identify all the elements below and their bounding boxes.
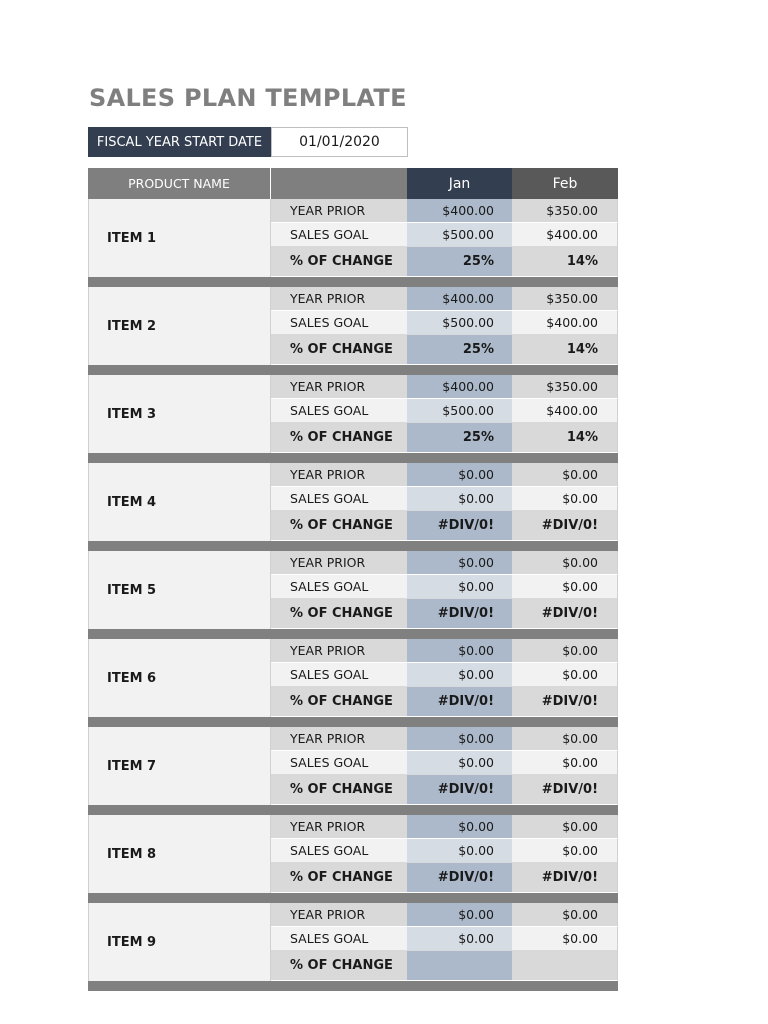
item-block: [88, 551, 618, 629]
sales-goal-label[interactable]: SALES GOAL: [271, 839, 407, 863]
sales-goal-label[interactable]: SALES GOAL: [271, 399, 407, 423]
sales-goal-row: [271, 223, 618, 247]
item-rows: [271, 815, 618, 893]
percent-change-label[interactable]: % OF CHANGE: [271, 423, 407, 453]
feb-sales-goal-cell[interactable]: $0.00: [512, 575, 618, 599]
feb-percent-change-cell[interactable]: [512, 951, 618, 981]
feb-percent-change-cell[interactable]: 14%: [512, 423, 618, 453]
feb-percent-change-cell[interactable]: #DIV/0!: [512, 775, 618, 805]
item-rows: [271, 639, 618, 717]
item-block: [88, 727, 618, 805]
item-separator: [88, 805, 618, 815]
percent-change-row: [271, 423, 618, 453]
percent-change-label[interactable]: % OF CHANGE: [271, 863, 407, 893]
item-separator: [88, 629, 618, 639]
year-prior-row: [271, 287, 618, 311]
item-separator: [88, 541, 618, 551]
feb-year-prior-cell[interactable]: $350.00: [512, 199, 618, 223]
item-rows: [271, 199, 618, 277]
year-prior-row: [271, 551, 618, 575]
year-prior-row: [271, 639, 618, 663]
percent-change-row: [271, 599, 618, 629]
sales-plan-table: [88, 168, 618, 973]
year-prior-row: [271, 375, 618, 399]
item-separator: [88, 981, 618, 991]
percent-change-label[interactable]: % OF CHANGE: [271, 599, 407, 629]
jan-sales-goal-cell[interactable]: $0.00: [407, 663, 512, 687]
jan-sales-goal-cell[interactable]: $0.00: [407, 575, 512, 599]
jan-sales-goal-cell[interactable]: $0.00: [407, 487, 512, 511]
percent-change-row: [271, 335, 618, 365]
item-separator: [88, 365, 618, 375]
year-prior-label[interactable]: YEAR PRIOR: [271, 287, 407, 311]
feb-percent-change-cell[interactable]: #DIV/0!: [512, 863, 618, 893]
product-name-cell[interactable]: ITEM 2: [88, 287, 271, 365]
percent-change-label[interactable]: % OF CHANGE: [271, 247, 407, 277]
feb-year-prior-cell[interactable]: $350.00: [512, 375, 618, 399]
sales-goal-row: [271, 575, 618, 599]
sales-goal-label[interactable]: SALES GOAL: [271, 751, 407, 775]
item-rows: [271, 727, 618, 805]
year-prior-row: [271, 903, 618, 927]
product-name-header[interactable]: PRODUCT NAME: [88, 168, 271, 199]
year-prior-label[interactable]: YEAR PRIOR: [271, 903, 407, 927]
product-name-cell[interactable]: ITEM 8: [88, 815, 271, 893]
item-separator: [88, 717, 618, 727]
item-block: [88, 463, 618, 541]
jan-sales-goal-cell[interactable]: $0.00: [407, 839, 512, 863]
sales-goal-label[interactable]: SALES GOAL: [271, 927, 407, 951]
jan-year-prior-cell[interactable]: $0.00: [407, 815, 512, 839]
jan-year-prior-cell[interactable]: $0.00: [407, 551, 512, 575]
jan-percent-change-cell[interactable]: #DIV/0!: [407, 863, 512, 893]
jan-year-prior-cell[interactable]: $0.00: [407, 639, 512, 663]
sales-goal-row: [271, 663, 618, 687]
item-blocks: [88, 199, 618, 991]
percent-change-row: [271, 863, 618, 893]
product-name-cell[interactable]: ITEM 3: [88, 375, 271, 453]
percent-change-row: [271, 775, 618, 805]
feb-year-prior-cell[interactable]: $0.00: [512, 551, 618, 575]
item-block: [88, 287, 618, 365]
year-prior-label[interactable]: YEAR PRIOR: [271, 727, 407, 751]
sales-goal-row: [271, 839, 618, 863]
product-name-cell[interactable]: ITEM 7: [88, 727, 271, 805]
year-prior-label[interactable]: YEAR PRIOR: [271, 199, 407, 223]
sales-goal-row: [271, 311, 618, 335]
page-title: SALES PLAN TEMPLATE: [89, 84, 407, 112]
item-rows: [271, 463, 618, 541]
sales-goal-row: [271, 399, 618, 423]
year-prior-label[interactable]: YEAR PRIOR: [271, 375, 407, 399]
feb-sales-goal-cell[interactable]: $400.00: [512, 223, 618, 247]
month-header-feb[interactable]: Feb: [512, 168, 618, 199]
item-rows: [271, 903, 618, 981]
feb-percent-change-cell[interactable]: #DIV/0!: [512, 599, 618, 629]
percent-change-row: [271, 511, 618, 541]
jan-year-prior-cell[interactable]: $0.00: [407, 903, 512, 927]
feb-sales-goal-cell[interactable]: $0.00: [512, 663, 618, 687]
year-prior-label[interactable]: YEAR PRIOR: [271, 463, 407, 487]
jan-percent-change-cell[interactable]: 25%: [407, 423, 512, 453]
year-prior-row: [271, 463, 618, 487]
fiscal-year-start-date-cell[interactable]: 01/01/2020: [271, 127, 408, 157]
item-block: [88, 375, 618, 453]
item-block: [88, 815, 618, 893]
jan-percent-change-cell[interactable]: #DIV/0!: [407, 599, 512, 629]
feb-percent-change-cell[interactable]: #DIV/0!: [512, 511, 618, 541]
year-prior-label[interactable]: YEAR PRIOR: [271, 815, 407, 839]
jan-percent-change-cell[interactable]: 25%: [407, 335, 512, 365]
feb-year-prior-cell[interactable]: $350.00: [512, 287, 618, 311]
percent-change-row: [271, 247, 618, 277]
sales-goal-label[interactable]: SALES GOAL: [271, 575, 407, 599]
percent-change-label[interactable]: % OF CHANGE: [271, 951, 407, 981]
feb-sales-goal-cell[interactable]: $0.00: [512, 839, 618, 863]
jan-percent-change-cell[interactable]: [407, 951, 512, 981]
year-prior-label[interactable]: YEAR PRIOR: [271, 639, 407, 663]
year-prior-row: [271, 815, 618, 839]
jan-percent-change-cell[interactable]: #DIV/0!: [407, 775, 512, 805]
fiscal-year-label: FISCAL YEAR START DATE: [88, 127, 271, 157]
feb-sales-goal-cell[interactable]: $0.00: [512, 927, 618, 951]
jan-percent-change-cell[interactable]: #DIV/0!: [407, 687, 512, 717]
jan-sales-goal-cell[interactable]: $0.00: [407, 751, 512, 775]
item-separator: [88, 893, 618, 903]
feb-sales-goal-cell[interactable]: $400.00: [512, 399, 618, 423]
feb-percent-change-cell[interactable]: 14%: [512, 335, 618, 365]
item-block: [88, 903, 618, 981]
sales-goal-label[interactable]: SALES GOAL: [271, 311, 407, 335]
product-name-cell[interactable]: ITEM 1: [88, 199, 271, 277]
sales-goal-label[interactable]: SALES GOAL: [271, 663, 407, 687]
feb-percent-change-cell[interactable]: #DIV/0!: [512, 687, 618, 717]
feb-year-prior-cell[interactable]: $0.00: [512, 903, 618, 927]
month-header-jan[interactable]: Jan: [407, 168, 512, 199]
item-block: [88, 639, 618, 717]
table-header-row: [88, 168, 618, 199]
jan-year-prior-cell[interactable]: $0.00: [407, 463, 512, 487]
product-name-cell[interactable]: ITEM 6: [88, 639, 271, 717]
feb-percent-change-cell[interactable]: 14%: [512, 247, 618, 277]
item-separator: [88, 453, 618, 463]
sales-goal-label[interactable]: SALES GOAL: [271, 223, 407, 247]
feb-year-prior-cell[interactable]: $0.00: [512, 639, 618, 663]
sales-goal-row: [271, 751, 618, 775]
row-label-header[interactable]: [271, 168, 407, 199]
item-rows: [271, 551, 618, 629]
percent-change-label[interactable]: % OF CHANGE: [271, 335, 407, 365]
jan-percent-change-cell[interactable]: #DIV/0!: [407, 511, 512, 541]
jan-sales-goal-cell[interactable]: $500.00: [407, 223, 512, 247]
feb-year-prior-cell[interactable]: $0.00: [512, 815, 618, 839]
feb-sales-goal-cell[interactable]: $0.00: [512, 487, 618, 511]
sales-goal-row: [271, 487, 618, 511]
jan-year-prior-cell[interactable]: $400.00: [407, 287, 512, 311]
feb-sales-goal-cell[interactable]: $400.00: [512, 311, 618, 335]
product-name-cell[interactable]: ITEM 9: [88, 903, 271, 981]
jan-year-prior-cell[interactable]: $400.00: [407, 199, 512, 223]
product-name-cell[interactable]: ITEM 4: [88, 463, 271, 541]
percent-change-row: [271, 951, 618, 981]
feb-sales-goal-cell[interactable]: $0.00: [512, 751, 618, 775]
percent-change-label[interactable]: % OF CHANGE: [271, 775, 407, 805]
sales-goal-row: [271, 927, 618, 951]
jan-sales-goal-cell[interactable]: $500.00: [407, 399, 512, 423]
year-prior-label[interactable]: YEAR PRIOR: [271, 551, 407, 575]
item-separator: [88, 277, 618, 287]
percent-change-label[interactable]: % OF CHANGE: [271, 511, 407, 541]
item-block: [88, 199, 618, 277]
jan-sales-goal-cell[interactable]: $500.00: [407, 311, 512, 335]
feb-year-prior-cell[interactable]: $0.00: [512, 727, 618, 751]
jan-year-prior-cell[interactable]: $0.00: [407, 727, 512, 751]
sales-goal-label[interactable]: SALES GOAL: [271, 487, 407, 511]
item-rows: [271, 375, 618, 453]
year-prior-row: [271, 199, 618, 223]
year-prior-row: [271, 727, 618, 751]
jan-year-prior-cell[interactable]: $400.00: [407, 375, 512, 399]
feb-year-prior-cell[interactable]: $0.00: [512, 463, 618, 487]
jan-sales-goal-cell[interactable]: $0.00: [407, 927, 512, 951]
item-rows: [271, 287, 618, 365]
product-name-cell[interactable]: ITEM 5: [88, 551, 271, 629]
jan-percent-change-cell[interactable]: 25%: [407, 247, 512, 277]
percent-change-label[interactable]: % OF CHANGE: [271, 687, 407, 717]
percent-change-row: [271, 687, 618, 717]
